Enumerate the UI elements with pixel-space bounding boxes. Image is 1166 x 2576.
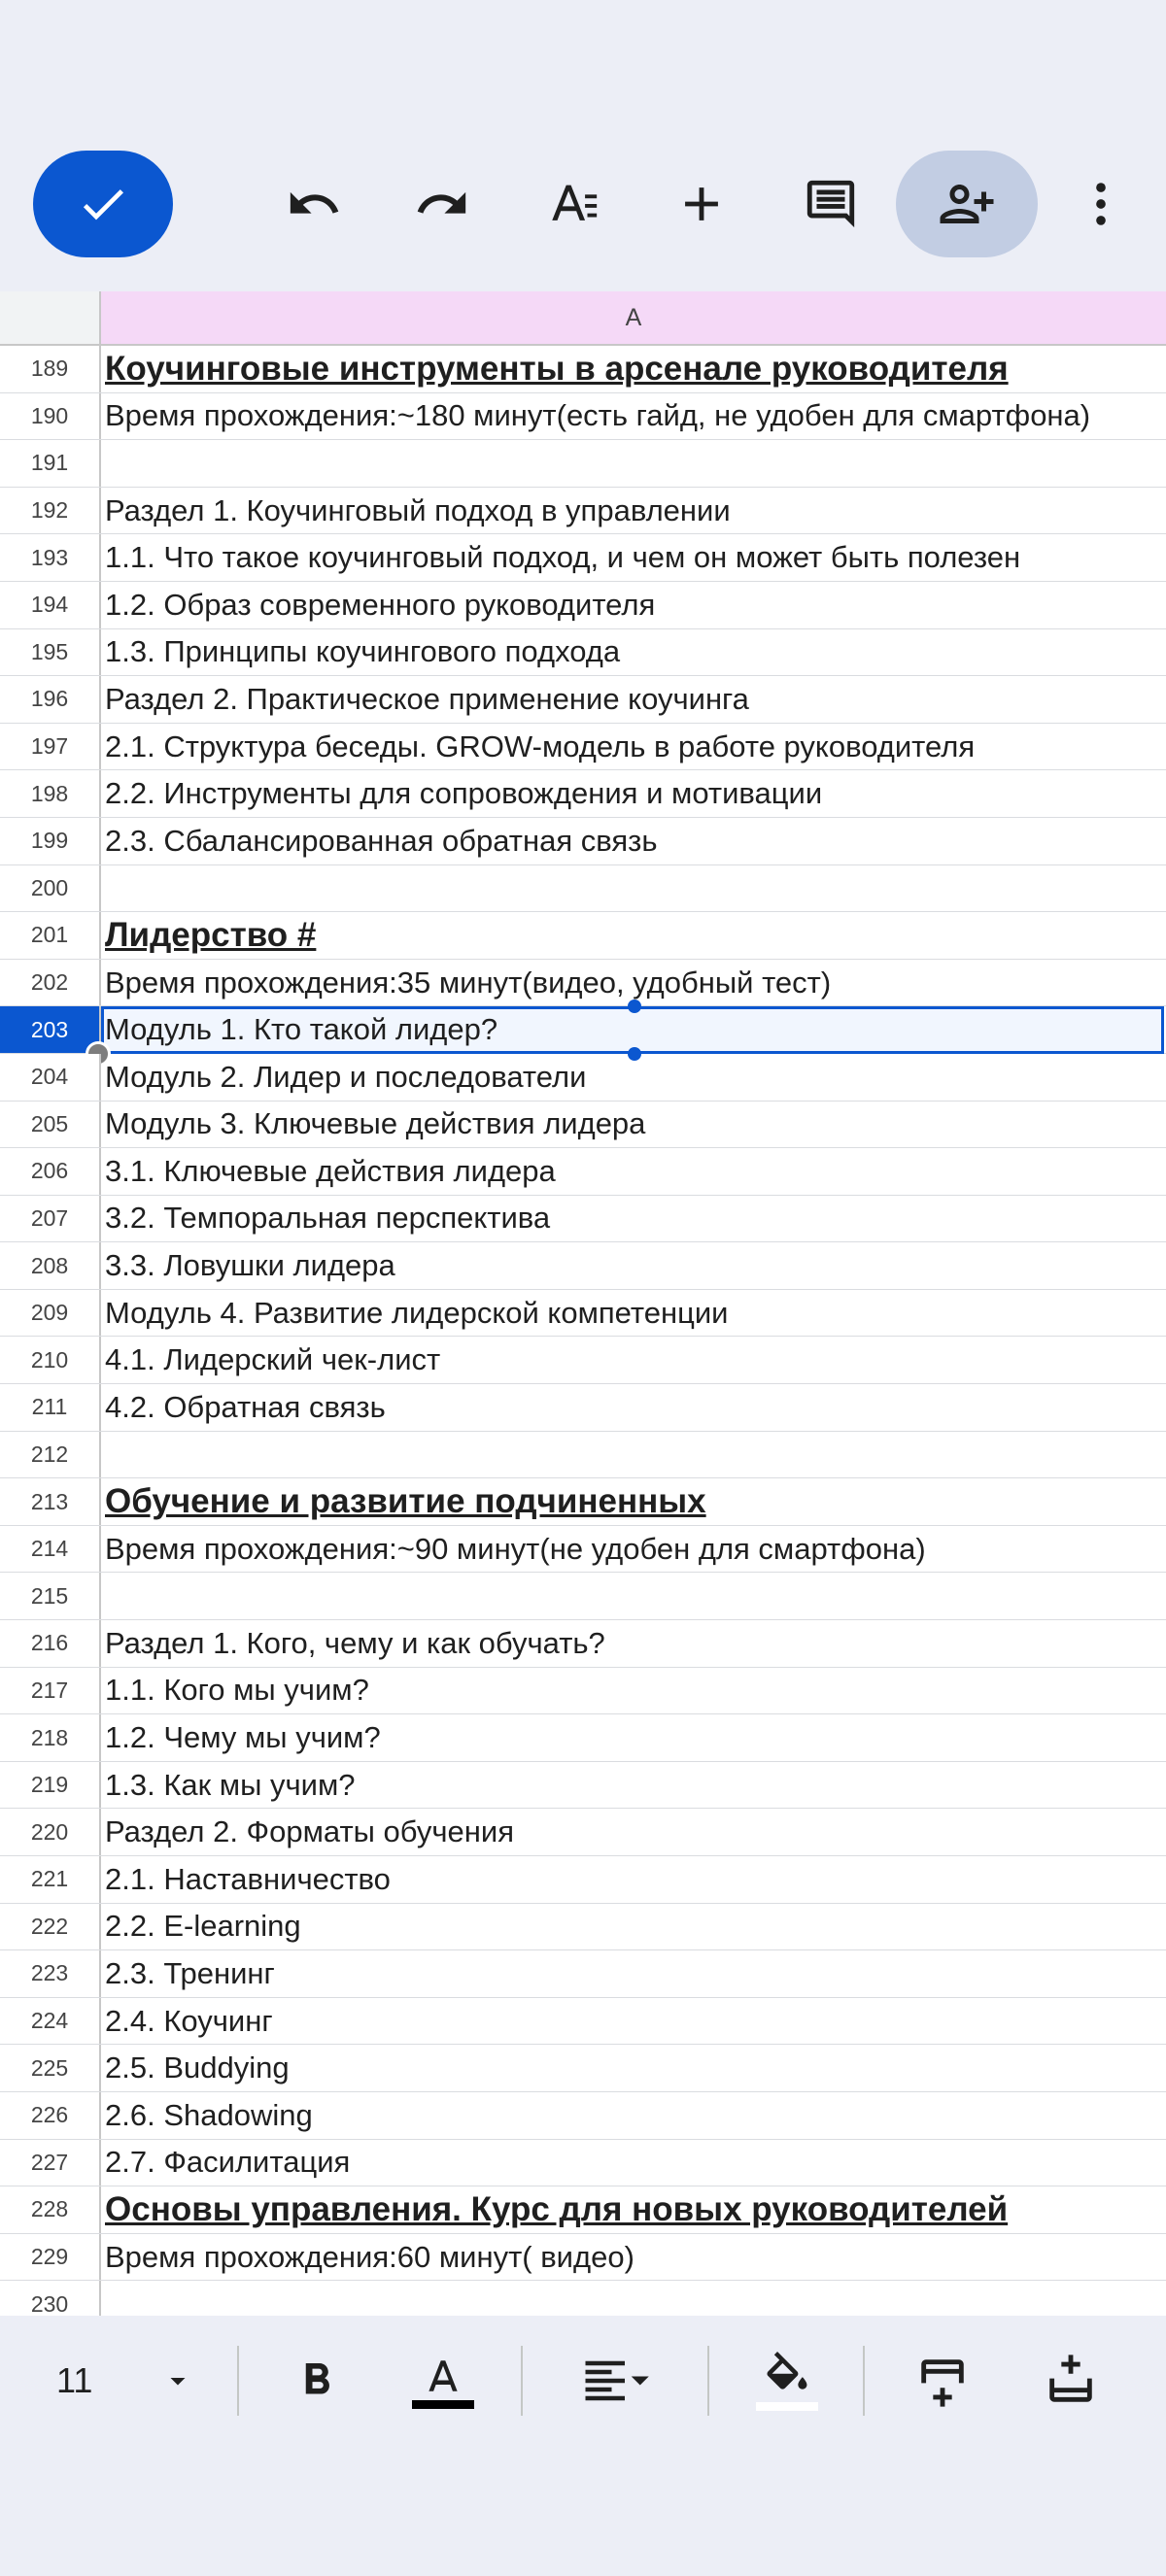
cell-a[interactable]: Модуль 3. Ключевые действия лидера [105,1106,646,1141]
insert-button[interactable] [658,160,745,248]
select-all-corner[interactable] [0,291,101,346]
row-number[interactable]: 213 [0,1478,101,1525]
row-number[interactable]: 191 [0,440,101,487]
cell-a[interactable]: Модуль 4. Развитие лидерской компетенции [105,1295,729,1330]
redo-button[interactable] [398,160,486,248]
cell-a[interactable]: 2.4. Коучинг [105,2003,273,2038]
table-row[interactable] [0,1998,1166,2046]
text-color-swatch [412,2400,474,2409]
cell-a[interactable] [105,2281,1166,2316]
table-row[interactable] [0,1668,1166,1715]
fill-color-icon [760,2352,814,2400]
table-row[interactable] [0,1290,1166,1338]
insert-row-below-button[interactable] [904,2346,981,2416]
table-row[interactable] [0,1432,1166,1479]
spreadsheet-grid[interactable] [0,291,1166,2316]
row-number[interactable]: 208 [0,1242,101,1289]
row-number[interactable]: 214 [0,1526,101,1573]
table-row[interactable] [0,770,1166,818]
row-number[interactable]: 216 [0,1620,101,1667]
cell-a[interactable]: 4.1. Лидерский чек-лист [105,1342,441,1377]
toolbar-divider [521,2346,523,2416]
row-number[interactable]: 200 [0,865,101,912]
insert-row-above-icon [1043,2353,1099,2409]
cell-a[interactable]: 3.2. Темпоральная перспектива [105,1201,551,1236]
cell-a[interactable]: 1.1. Что такое коучинговый подход, и чем он может быть полезен [105,540,1021,575]
cell-a[interactable]: 1.2. Образ современного руководителя [105,587,656,622]
toolbar-divider [237,2346,239,2416]
row-number[interactable]: 195 [0,629,101,676]
cell-a[interactable]: 2.7. Фасилитация [105,2145,351,2180]
fill-color-button[interactable] [748,2346,826,2416]
table-row[interactable] [0,1762,1166,1810]
table-row[interactable] [0,582,1166,629]
table-row[interactable] [0,1148,1166,1196]
column-header-a[interactable]: A [101,291,1166,346]
grid-rows [0,346,1166,2316]
row-number[interactable]: 222 [0,1904,101,1950]
table-row[interactable] [0,676,1166,724]
row-number[interactable]: 212 [0,1432,101,1478]
person-add-icon [938,175,996,233]
bold-icon [291,2355,343,2407]
table-row[interactable] [0,724,1166,771]
font-size-value: 11 [56,2360,93,2400]
cell-a[interactable]: Время прохождения:60 минут( видео) [105,2239,634,2274]
table-row[interactable] [0,1856,1166,1904]
toolbar-divider [707,2346,709,2416]
row-number[interactable]: 228 [0,2186,101,2233]
cell-a[interactable] [105,1573,1166,1619]
redo-icon [414,176,470,232]
table-row[interactable] [0,346,1166,393]
row-number[interactable]: 204 [0,1054,101,1101]
fill-color-swatch [756,2402,818,2411]
row-number[interactable]: 229 [0,2234,101,2281]
cell-a[interactable]: Коучинговые инструменты в арсенале руководителя [105,349,1009,388]
table-row[interactable] [0,1242,1166,1290]
table-row[interactable] [0,1196,1166,1243]
row-number[interactable]: 227 [0,2140,101,2186]
table-row[interactable] [0,2186,1166,2234]
table-row[interactable] [0,1714,1166,1762]
row-number[interactable]: 199 [0,818,101,864]
table-row[interactable] [0,534,1166,582]
cell-a[interactable]: Обучение и развитие подчиненных [105,1482,706,1521]
done-button[interactable] [33,151,173,257]
top-toolbar [0,0,1166,291]
row-number[interactable]: 201 [0,912,101,959]
plus-icon [673,176,730,232]
table-row[interactable] [0,629,1166,677]
font-size-dropdown[interactable] [155,2346,200,2416]
table-row[interactable] [0,1904,1166,1951]
insert-row-above-button[interactable] [1032,2346,1110,2416]
row-number[interactable]: 203 [0,1006,101,1053]
cell-a[interactable]: Основы управления. Курс для новых руководителей [105,2189,1009,2228]
insert-row-below-icon [914,2353,971,2409]
table-row[interactable] [0,393,1166,441]
undo-icon [286,176,342,232]
row-number[interactable]: 230 [0,2281,101,2316]
text-color-button[interactable] [408,2346,478,2416]
row-number[interactable]: 193 [0,534,101,581]
row-number[interactable]: 215 [0,1573,101,1619]
cell-a[interactable]: Время прохождения:~180 минут(есть гайд, не удобен для смартфона) [105,398,1091,433]
table-row[interactable] [0,2281,1166,2316]
cell-a[interactable] [105,865,1166,912]
cell-a[interactable]: Раздел 2. Практическое применение коучинга [105,681,749,716]
font-size-selector[interactable] [56,2346,163,2416]
table-row[interactable] [0,1620,1166,1668]
table-row[interactable] [0,2234,1166,2282]
row-number[interactable]: 225 [0,2045,101,2091]
row-number[interactable]: 219 [0,1762,101,1809]
cell-a[interactable]: Модуль 2. Лидер и последователи [105,1059,587,1094]
cell-a[interactable]: Время прохождения:~90 минут(не удобен для смартфона) [105,1531,926,1566]
row-number[interactable]: 226 [0,2092,101,2139]
row-number[interactable]: 197 [0,724,101,770]
cell-a[interactable]: 2.2. E-learning [105,1909,301,1944]
cell-a[interactable]: 3.1. Ключевые действия лидера [105,1153,556,1188]
cell-a[interactable]: Раздел 2. Форматы обучения [105,1814,514,1849]
row-number[interactable]: 190 [0,393,101,440]
share-button[interactable] [896,151,1038,257]
more-vert-icon [1073,176,1129,232]
row-number[interactable]: 189 [0,346,101,392]
check-icon [76,177,130,231]
comment-button[interactable] [787,160,874,248]
cell-a[interactable]: Раздел 1. Кого, чему и как обучать? [105,1625,605,1660]
table-row[interactable] [0,1102,1166,1149]
cell-a[interactable]: 1.1. Кого мы учим? [105,1673,369,1708]
cell-a[interactable]: 1.3. Как мы учим? [105,1767,356,1802]
table-row[interactable] [0,2140,1166,2187]
table-row[interactable] [0,2092,1166,2140]
row-number[interactable]: 196 [0,676,101,723]
cell-a[interactable]: 1.2. Чему мы учим? [105,1720,381,1755]
row-number[interactable]: 218 [0,1714,101,1761]
bold-button[interactable] [282,2346,352,2416]
table-row[interactable] [0,1809,1166,1856]
cell-a[interactable]: 2.1. Наставничество [105,1861,391,1896]
table-row[interactable] [0,1526,1166,1574]
cell-a[interactable]: Время прохождения:35 минут(видео, удобный тест) [105,965,832,1000]
table-row[interactable] [0,1384,1166,1432]
cell-a[interactable]: Модуль 1. Кто такой лидер? [105,1012,498,1047]
row-number[interactable]: 209 [0,1290,101,1337]
cell-a[interactable]: Лидерство # [105,915,317,954]
row-number[interactable]: 221 [0,1856,101,1903]
align-button[interactable] [567,2346,665,2416]
row-number[interactable]: 194 [0,582,101,628]
row-number[interactable]: 205 [0,1102,101,1148]
table-row[interactable] [0,1006,1166,1054]
row-number[interactable]: 217 [0,1668,101,1714]
row-number[interactable]: 211 [0,1384,101,1431]
cell-a[interactable]: 2.1. Структура беседы. GROW-модель в работе руководителя [105,729,976,763]
table-row[interactable] [0,1950,1166,1998]
row-number[interactable]: 207 [0,1196,101,1242]
row-number[interactable]: 198 [0,770,101,817]
table-row[interactable] [0,1478,1166,1526]
cell-a[interactable]: 2.3. Тренинг [105,1955,275,1990]
cell-a[interactable]: 2.6. Shadowing [105,2097,313,2132]
cell-a[interactable]: 1.3. Принципы коучингового подхода [105,634,621,669]
table-row[interactable] [0,912,1166,960]
table-row[interactable] [0,2045,1166,2092]
row-number[interactable]: 220 [0,1809,101,1855]
row-number[interactable]: 223 [0,1950,101,1997]
cell-a[interactable]: 4.2. Обратная связь [105,1389,386,1424]
text-color-icon [417,2354,469,2398]
table-row[interactable] [0,1054,1166,1102]
toolbar-divider [863,2346,865,2416]
row-number[interactable]: 224 [0,1998,101,2045]
align-left-icon [577,2355,655,2407]
cell-a[interactable]: 2.2. Инструменты для сопровождения и мотивации [105,776,823,811]
row-number[interactable]: 202 [0,960,101,1006]
table-row[interactable] [0,865,1166,913]
row-number[interactable]: 210 [0,1337,101,1383]
cell-a[interactable]: 2.5. Buddying [105,2051,290,2085]
cell-a[interactable]: 3.3. Ловушки лидера [105,1248,395,1283]
cell-a[interactable]: Раздел 1. Коучинговый подход в управлении [105,492,731,527]
table-row[interactable] [0,1573,1166,1620]
undo-button[interactable] [270,160,358,248]
text-format-icon [545,176,601,232]
comment-icon [803,176,859,232]
row-number[interactable]: 192 [0,488,101,534]
dropdown-arrow-icon [160,2363,195,2398]
table-row[interactable] [0,1337,1166,1384]
table-row[interactable] [0,440,1166,488]
row-number[interactable]: 206 [0,1148,101,1195]
more-options-button[interactable] [1057,160,1145,248]
table-row[interactable] [0,488,1166,535]
cell-a[interactable] [105,440,1166,487]
table-row[interactable] [0,960,1166,1007]
cell-a[interactable]: 2.3. Сбалансированная обратная связь [105,823,658,858]
cell-a[interactable] [105,1432,1166,1478]
text-format-button[interactable] [530,160,617,248]
table-row[interactable] [0,818,1166,865]
